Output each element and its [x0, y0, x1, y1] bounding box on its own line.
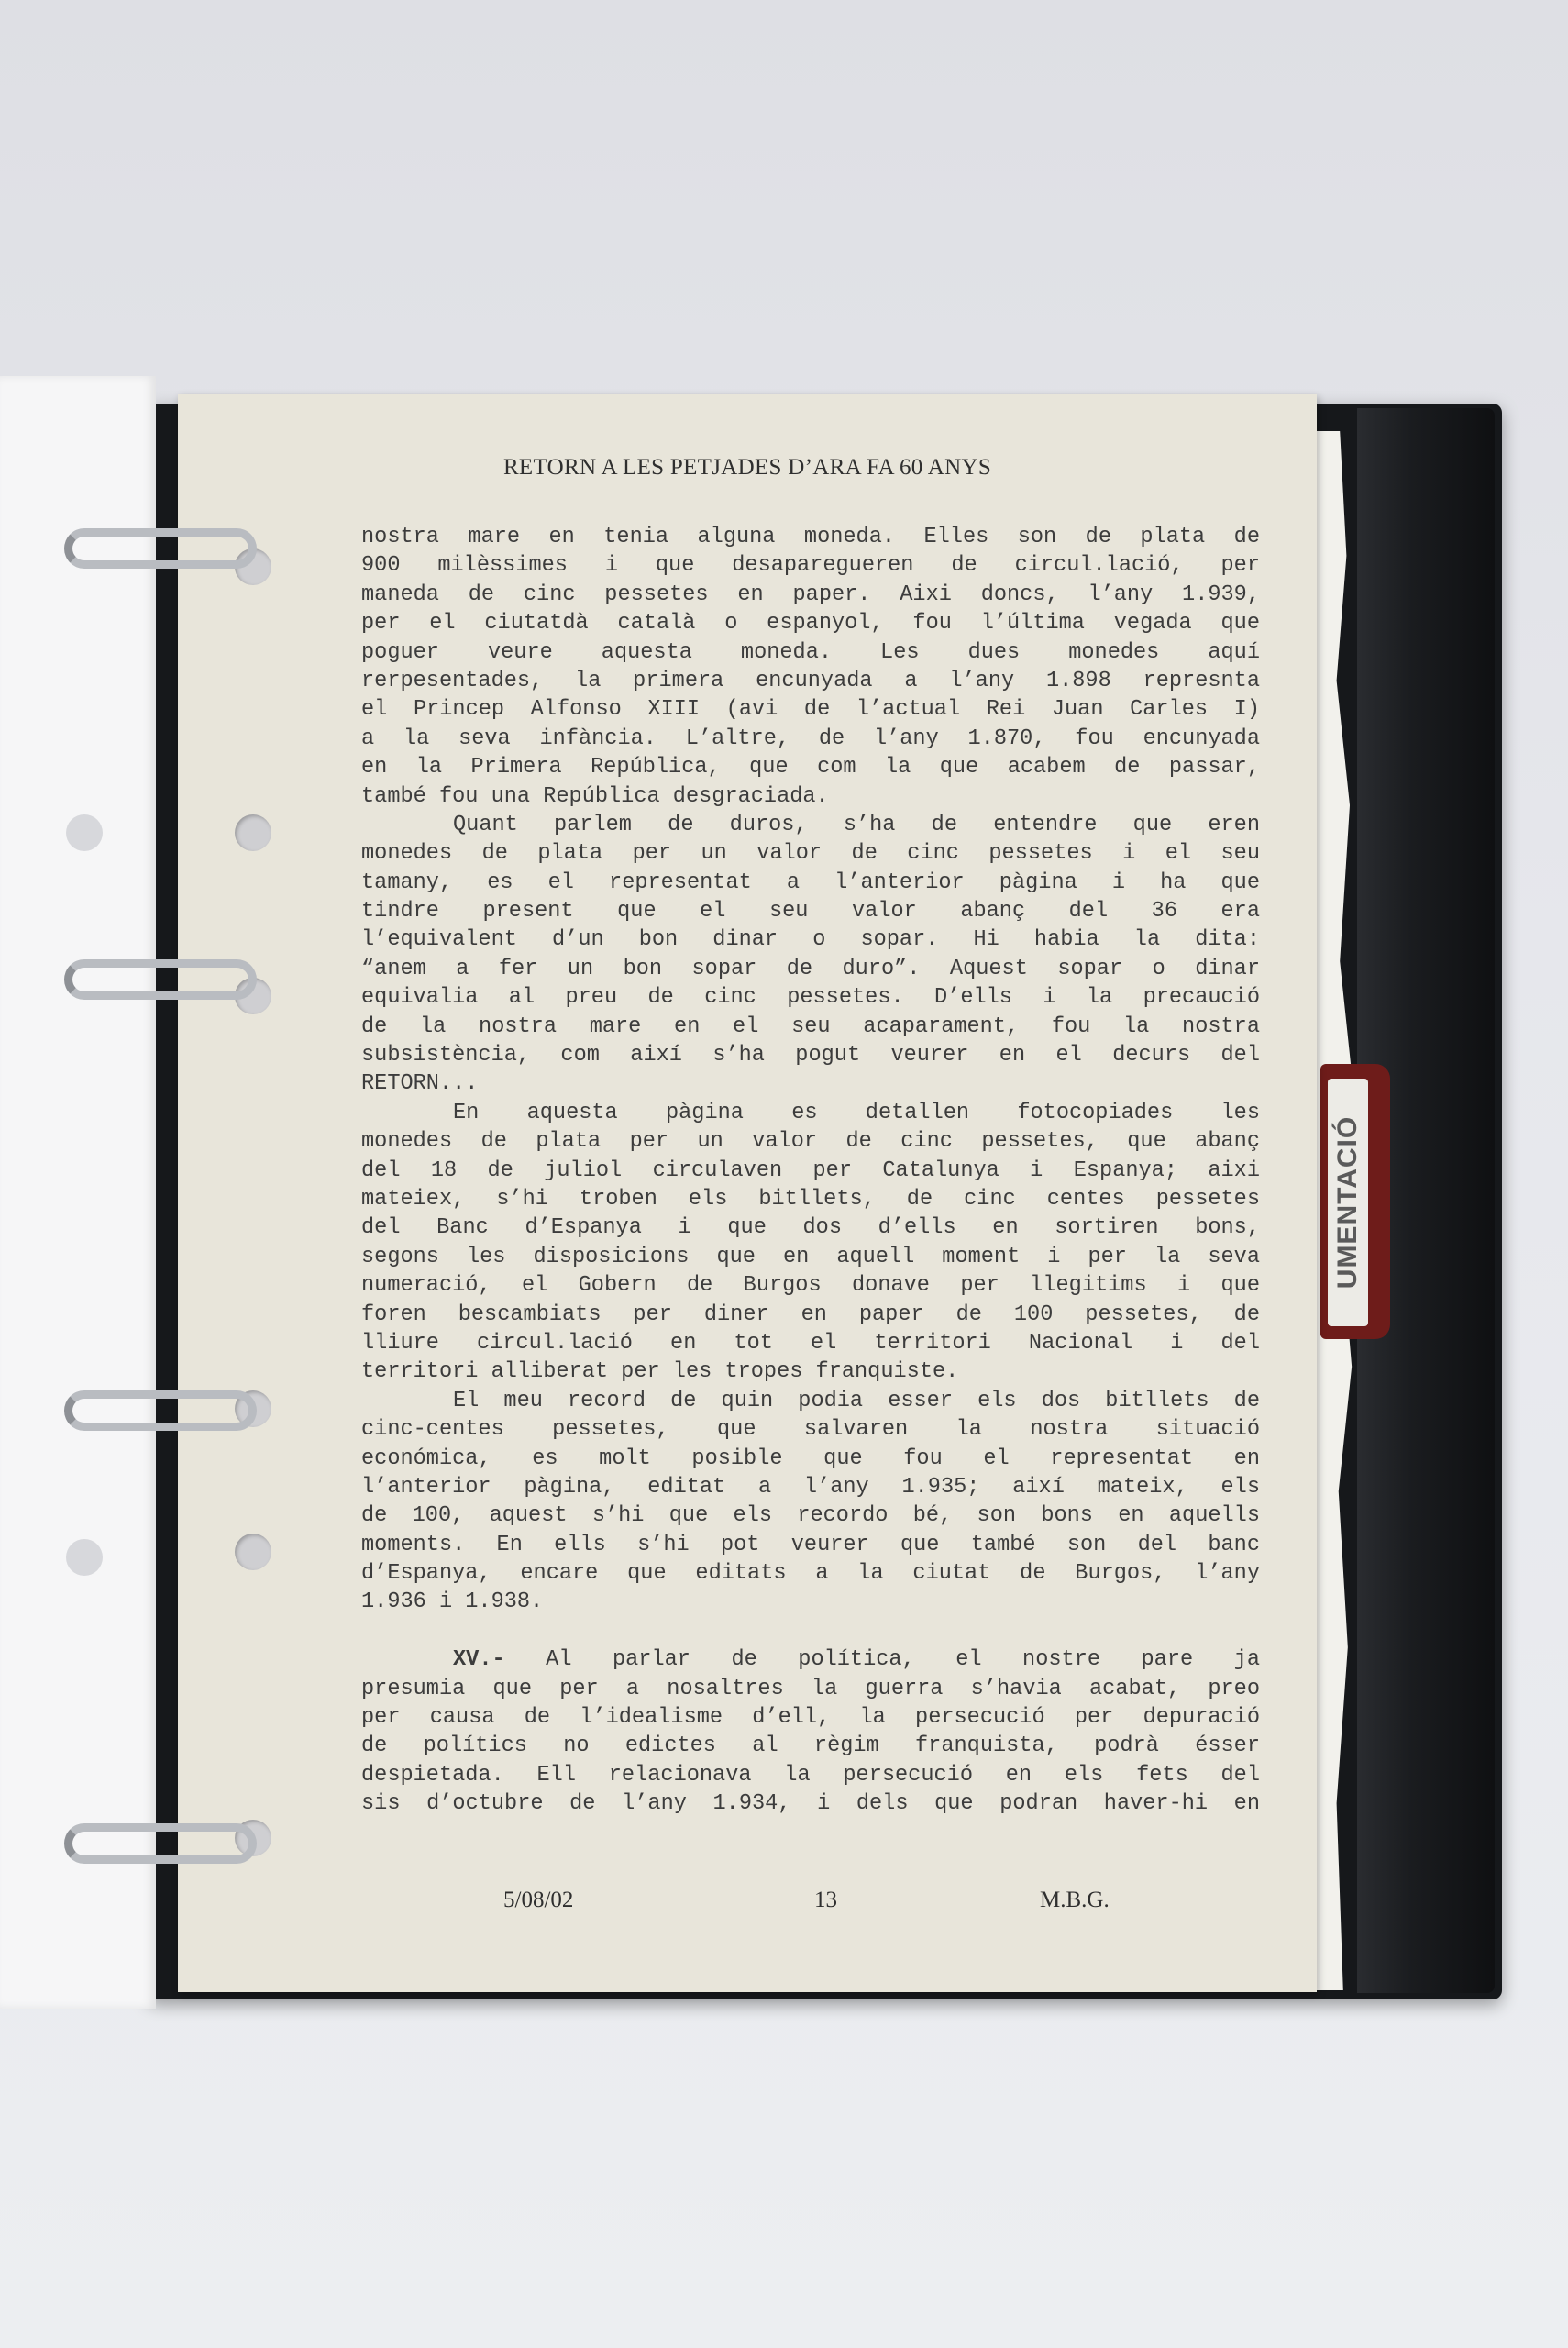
text-line: mateiex, s’hi troben els bitllets, de cinc centes pessetes	[361, 1186, 1260, 1212]
text-line: en la Primera República, que com la que acabem de passar,	[361, 755, 1260, 781]
text-line: presumia que per a nosaltres la guerra s’havia acabat, preo	[361, 1676, 1260, 1701]
text-line: poguer veure aquesta moneda. Les dues monedes aquí	[361, 639, 1260, 665]
text-line: territori alliberat per les tropes franquiste.	[361, 1359, 959, 1385]
text-line: del Banc d’Espanya i que dos d’ells en sortiren bons,	[361, 1215, 1260, 1241]
section-first-line: Al parlar de política, el nostre pare ja	[504, 1647, 1260, 1673]
text-line: de polítics no edictes al règim franquista, podrà ésser	[361, 1733, 1260, 1759]
footer-date: 5/08/02	[503, 1888, 574, 1912]
text-line: a la seva infància. L’altre, de l’any 1.870, fou encunyada	[361, 725, 1260, 751]
binder-ring	[64, 528, 257, 569]
divider-tab-label-area	[1328, 1079, 1368, 1326]
text-line: tamany, es el representat a l’anterior pàgina i ha que	[361, 869, 1260, 895]
text-line: de la nostra mare en el seu acaparament, fou la nostra	[361, 1013, 1260, 1039]
text-line: per causa de l’idealisme d’ell, la persecució per depuració	[361, 1705, 1260, 1731]
binder-ring	[64, 959, 257, 1000]
divider-tab-label: UMENTACIÓ	[1332, 1115, 1363, 1290]
text-line: foren bescambiats per diner en paper de 100 pessetes, de	[361, 1301, 1260, 1327]
text-line: moments. En ells s’hi pot veurer que també son del banc	[361, 1532, 1260, 1557]
left-cover-page	[0, 376, 156, 2009]
text-line: nostra mare en tenia alguna moneda. Elles son de plata de	[361, 525, 1260, 549]
section-marker: XV.-	[453, 1647, 505, 1673]
text-line: segons les disposicions que en aquell moment i per la seva	[361, 1244, 1260, 1269]
text-line: per el ciutatdà català o espanyol, fou l’última vegada que	[361, 611, 1260, 637]
text-line: subsistència, com així s’ha pogut veurer en el decurs del	[361, 1043, 1260, 1069]
punch-hole	[66, 814, 103, 851]
text-line: El meu record de quin podia esser els dos bitllets de	[453, 1388, 1260, 1413]
binder-ring	[64, 1823, 257, 1864]
text-line: equivalia al preu de cinc pessetes. D’ells i la precaució	[361, 985, 1260, 1011]
footer-page-number: 13	[814, 1888, 837, 1912]
text-line: l’anterior pàgina, editat a l’any 1.935; així mateix, els	[361, 1474, 1260, 1500]
paragraph-gap	[361, 1617, 1260, 1645]
binder-ring	[64, 1390, 257, 1431]
document-page	[178, 394, 1317, 1992]
text-line: d’Espanya, encare que editats a la ciutat de Burgos, l’any	[361, 1561, 1260, 1587]
text-line: Quant parlem de duros, s’ha de entendre que eren	[453, 812, 1260, 837]
text-line: del 18 de juliol circulaven per Catalunya i Espanya; aixi	[361, 1157, 1260, 1183]
text-line: tindre present que el seu valor abanç del 36 era	[361, 899, 1260, 925]
punch-hole	[235, 814, 271, 851]
page-header: RETORN A LES PETJADES D’ARA FA 60 ANYS	[502, 455, 992, 480]
text-line: “anem a fer un bon sopar de duro”. Aquest sopar o dinar	[361, 956, 1260, 981]
text-line: RETORN...	[361, 1071, 479, 1097]
text-line: el Princep Alfonso XIII (avi de l’actual Rei Juan Carles I)	[361, 697, 1260, 723]
punch-hole	[235, 1534, 271, 1570]
punch-hole	[66, 1539, 103, 1576]
section-heading-line	[361, 1645, 1260, 1674]
text-line: lliure circul.lació en tot el territori Nacional i del	[361, 1330, 1260, 1356]
text-line: de 100, aquest s’hi que els recordo bé, son bons en aquells	[361, 1503, 1260, 1529]
text-line: monedes de plata per un valor de cinc pessetes i el seu	[361, 841, 1260, 867]
text-line: 1.936 i 1.938.	[361, 1589, 544, 1615]
text-line: monedes de plata per un valor de cinc pessetes, que abanç	[361, 1129, 1260, 1155]
text-line: 900 milèssimes i que desapareguеren de circul.lació, per	[361, 553, 1260, 579]
footer-initials: M.B.G.	[1040, 1888, 1110, 1912]
text-line: despietada. Ell relacionava la persecució en els fets del	[361, 1762, 1260, 1788]
text-line: també fou una República desgraciada.	[361, 783, 829, 809]
text-line: sis d’octubre de l’any 1.934, i dels que podran haver-hi en	[361, 1791, 1260, 1817]
text-line: económica, es molt posible que fou el representat en	[361, 1445, 1260, 1471]
text-line: maneda de cinc pessetes en paper. Aixi doncs, l’any 1.939,	[361, 581, 1260, 607]
text-line: cinc-centes pessetes, que salvaren la nostra situació	[361, 1417, 1260, 1443]
page-body	[361, 523, 1260, 1819]
text-line: l’equivalent d’un bon dinar o sopar. Hi habia la dita:	[361, 927, 1260, 953]
text-line: numeració, el Gobern de Burgos donave per llegitims i que	[361, 1273, 1260, 1299]
text-line: En aquesta pàgina es detallen fotocopiades les	[453, 1100, 1260, 1125]
text-line: rerpesentades, la primera encunyada a l’any 1.898 represnta	[361, 668, 1260, 693]
